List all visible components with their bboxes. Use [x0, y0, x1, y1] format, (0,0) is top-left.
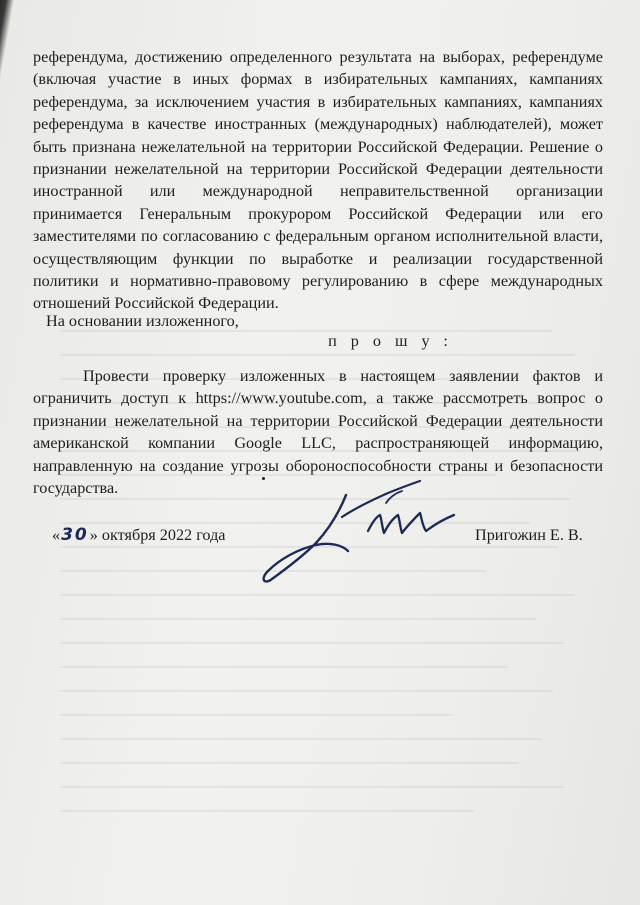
date-close-quote: »	[89, 526, 98, 544]
date-open-quote: «	[52, 526, 61, 544]
paragraph-grounds: На основании изложенного,	[46, 312, 239, 330]
signatory-name: Пригожин Е. В.	[475, 526, 583, 544]
paragraph-request: Провести проверку изложенных в настоящем заявлении фактов и ограничить доступ к https://www.youtube.com, а также рассмотреть вопрос о признании нежелательной на территории Российской Федерации деятельности американской компании Google LLC, распространяющей информацию, направленную на создание угрозы обороноспособности страны и безопасности государства.	[33, 367, 603, 498]
paragraph-legal-basis: референдума, достижению определенного результата на выборах, референдуме (включая участие в иных формах в избирательных кампаниях, кампаниях референдума, за исключением участия в избирательных кампаниях, кампаниях референдума в качестве иностранных (международных) наблюдателей), может быть признана нежелательной на территории Российской Федерации. Решение о признании нежелательной на территории Российской Федерации деятельности иностранной или международной неправительственной организации принимается Генеральным прокурором Российской Федерации или его заместителями по согласованию с федеральным органом исполнительной власти, осуществляющим функции по выработке и реализации государственной политики и нормативно-правовому регулированию в сфере международных отношений Российской Федерации.	[33, 48, 603, 313]
date-month-year: октября 2022 года	[97, 526, 226, 544]
handwritten-signature	[258, 475, 468, 590]
document-date	[52, 524, 226, 546]
date-day-handwritten: 30	[61, 525, 89, 545]
request-heading: прошу:	[328, 332, 462, 350]
